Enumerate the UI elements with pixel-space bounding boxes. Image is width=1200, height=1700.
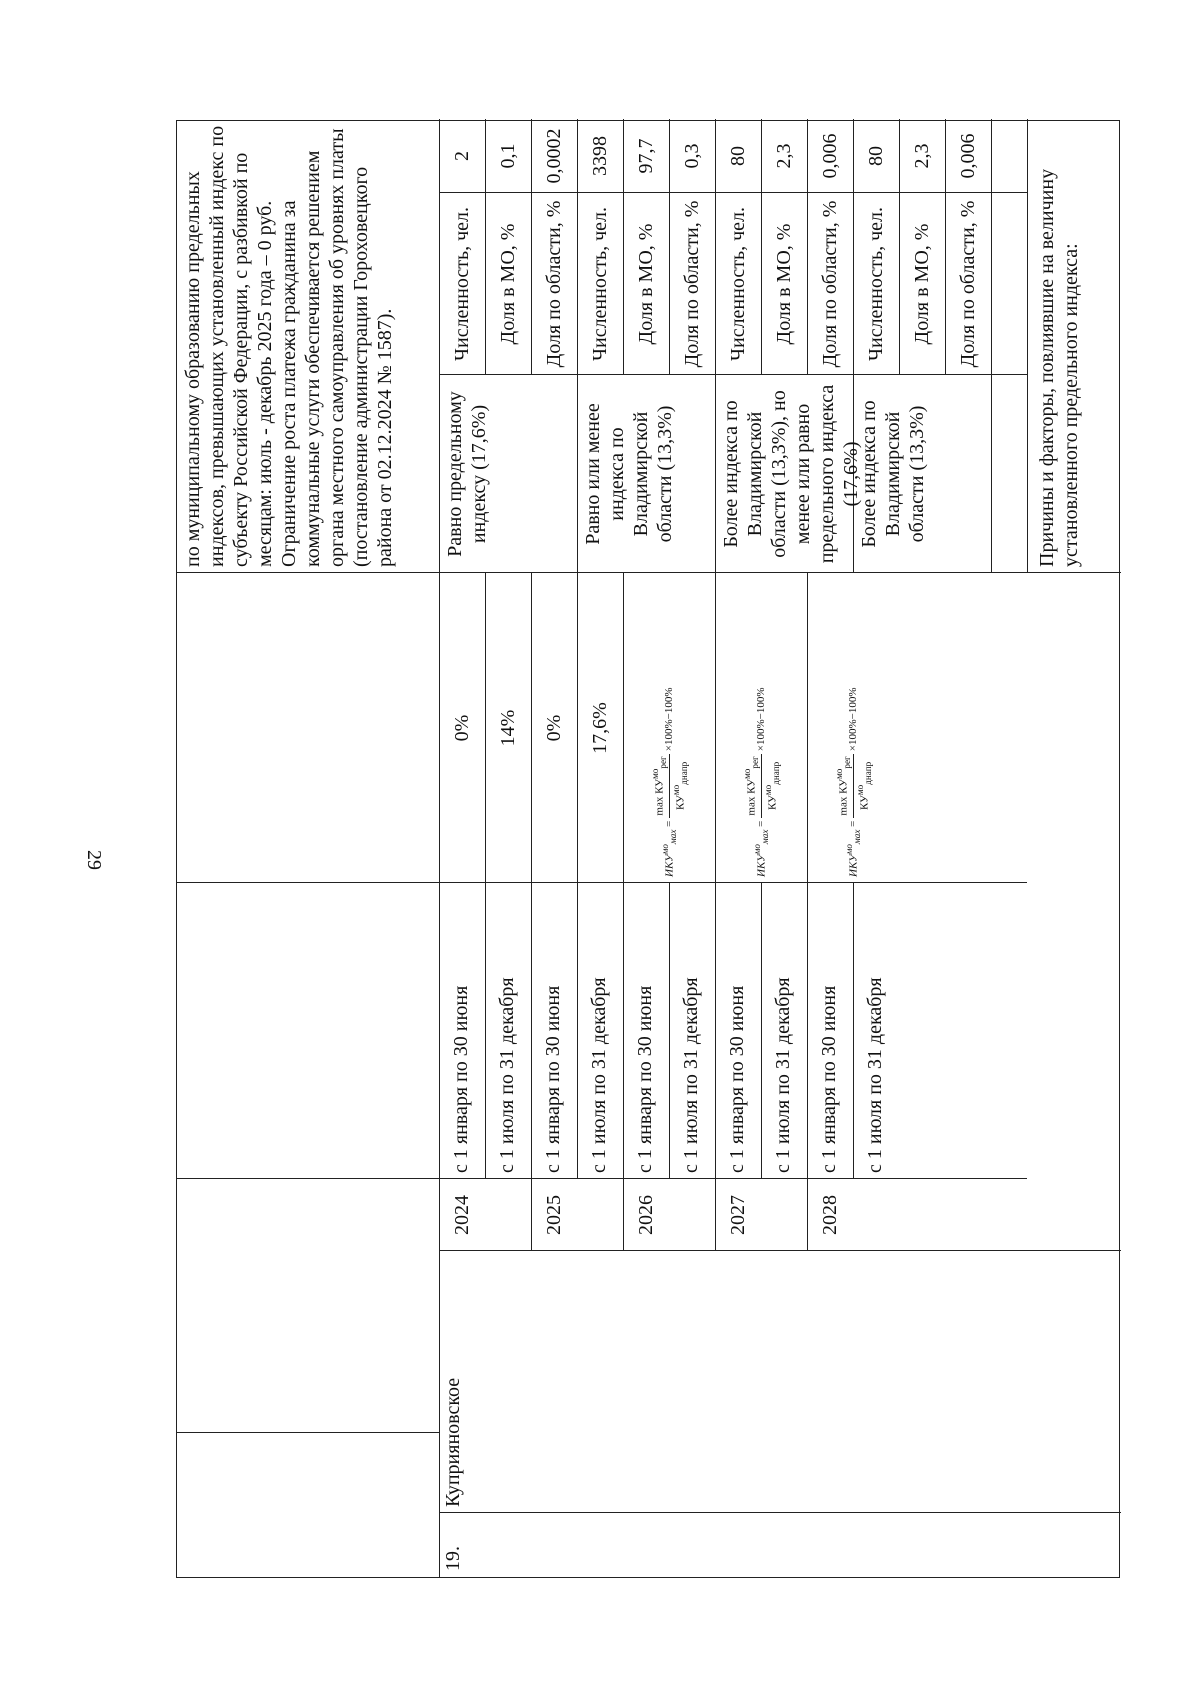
- indices-table: [176, 120, 1120, 1578]
- value-cell: 97,7: [635, 138, 657, 174]
- period-2024-h1: с 1 января по 30 июня: [450, 985, 472, 1173]
- municipality-name: Куприяновское: [442, 1377, 464, 1507]
- notes-bottom-text: Причины и факторы, повлиявшие на величину установленного предельного индекса:: [1036, 168, 1082, 567]
- formula-2027: $ИКУ^{мо}_{мах}$ = $\max КУ^{мо}_{рег}$ $КУ^{мо}_{днапр}$ ×100%−100%: [741, 687, 781, 877]
- period-2027-h1: с 1 января по 30 июня: [726, 985, 748, 1173]
- value-cell: 0,0002: [543, 128, 565, 184]
- value-cell: 2,3: [911, 143, 933, 169]
- value-cell: 0,1: [497, 143, 519, 169]
- metric-mo-share: Доля в МО, %: [635, 223, 657, 345]
- metric-region-share: Доля по области, %: [957, 200, 979, 368]
- formula-2026: $ИКУ^{мо}_{мах}$ = $\max КУ^{мо}_{рег}$ $КУ^{мо}_{днапр}$ ×100%−100%: [649, 687, 689, 877]
- value-cell: 3398: [589, 136, 611, 176]
- value-cell: 0,006: [957, 133, 979, 179]
- top-band: [177, 121, 439, 1577]
- period-2026-h1: с 1 января по 30 июня: [634, 985, 656, 1173]
- page-number: 29: [83, 850, 105, 870]
- body-band: [439, 121, 1027, 1577]
- period-2025-h1: с 1 января по 30 июня: [542, 985, 564, 1173]
- bottom-band: [1027, 121, 1121, 1577]
- metric-count: Численность, чел.: [865, 207, 887, 361]
- index-2024-h2: 14%: [497, 709, 519, 747]
- metric-region-share: Доля по области, %: [681, 200, 703, 368]
- category-below-region: Равно или менее индекса по Владимирской области (13,3%): [582, 403, 676, 545]
- metric-mo-share: Доля в МО, %: [911, 223, 933, 345]
- year-2026: 2026: [635, 1195, 657, 1235]
- value-cell: 2: [451, 151, 473, 161]
- metric-count: Численность, чел.: [451, 207, 473, 361]
- period-2026-h2: с 1 июля по 31 декабря: [680, 977, 702, 1173]
- period-2024-h2: с 1 июля по 31 декабря: [496, 977, 518, 1173]
- year-2028: 2028: [819, 1195, 841, 1235]
- period-2025-h2: с 1 июля по 31 декабря: [588, 977, 610, 1173]
- metric-count: Численность, чел.: [727, 207, 749, 361]
- value-cell: 2,3: [773, 143, 795, 169]
- value-cell: 0,006: [819, 133, 841, 179]
- index-2024-h1: 0%: [451, 714, 473, 742]
- value-cell: 80: [865, 146, 887, 166]
- category-above-region: Более индекса по Владимирской области (13,3%): [858, 400, 928, 548]
- metric-mo-share: Доля в МО, %: [773, 223, 795, 345]
- row-number: 19.: [442, 1546, 464, 1571]
- year-2025: 2025: [543, 1195, 565, 1235]
- notes-top-text: по муниципальному образованию предельных индексов, превышающих установленный индекс по субъекту Российской Федерации, с разбивкой по месяцам: июль - декабрь 2025 года – 0 руб. Ограничение роста платежа гражданина за коммунальные услуги обеспечивается решением органа местного самоуправления об уровнях платы (постановление администрации Гороховецкого района от 02.12.2024 № 1587).: [182, 125, 396, 567]
- formula-2028: $ИКУ^{мо}_{мах}$ = $\max КУ^{мо}_{рег}$ $КУ^{мо}_{днапр}$ ×100%−100%: [833, 687, 873, 877]
- period-2028-h1: с 1 января по 30 июня: [818, 985, 840, 1173]
- category-between: Более индекса по Владимирской области (13,3%), но менее или равно предельного индекса (17,6%): [720, 384, 862, 564]
- year-2024: 2024: [451, 1195, 473, 1235]
- metric-count: Численность, чел.: [589, 207, 611, 361]
- value-cell: 80: [727, 146, 749, 166]
- metric-region-share: Доля по области, %: [543, 200, 565, 368]
- metric-region-share: Доля по области, %: [819, 200, 841, 368]
- index-2025-h2: 17,6%: [589, 702, 611, 754]
- period-2028-h2: с 1 июля по 31 декабря: [864, 977, 886, 1173]
- period-2027-h2: с 1 июля по 31 декабря: [772, 977, 794, 1173]
- index-2025-h1: 0%: [543, 714, 565, 742]
- metric-mo-share: Доля в МО, %: [497, 223, 519, 345]
- category-equal-limit: Равно предельному индексу (17,6%): [444, 391, 490, 557]
- year-2027: 2027: [727, 1195, 749, 1235]
- value-cell: 0,3: [681, 143, 703, 169]
